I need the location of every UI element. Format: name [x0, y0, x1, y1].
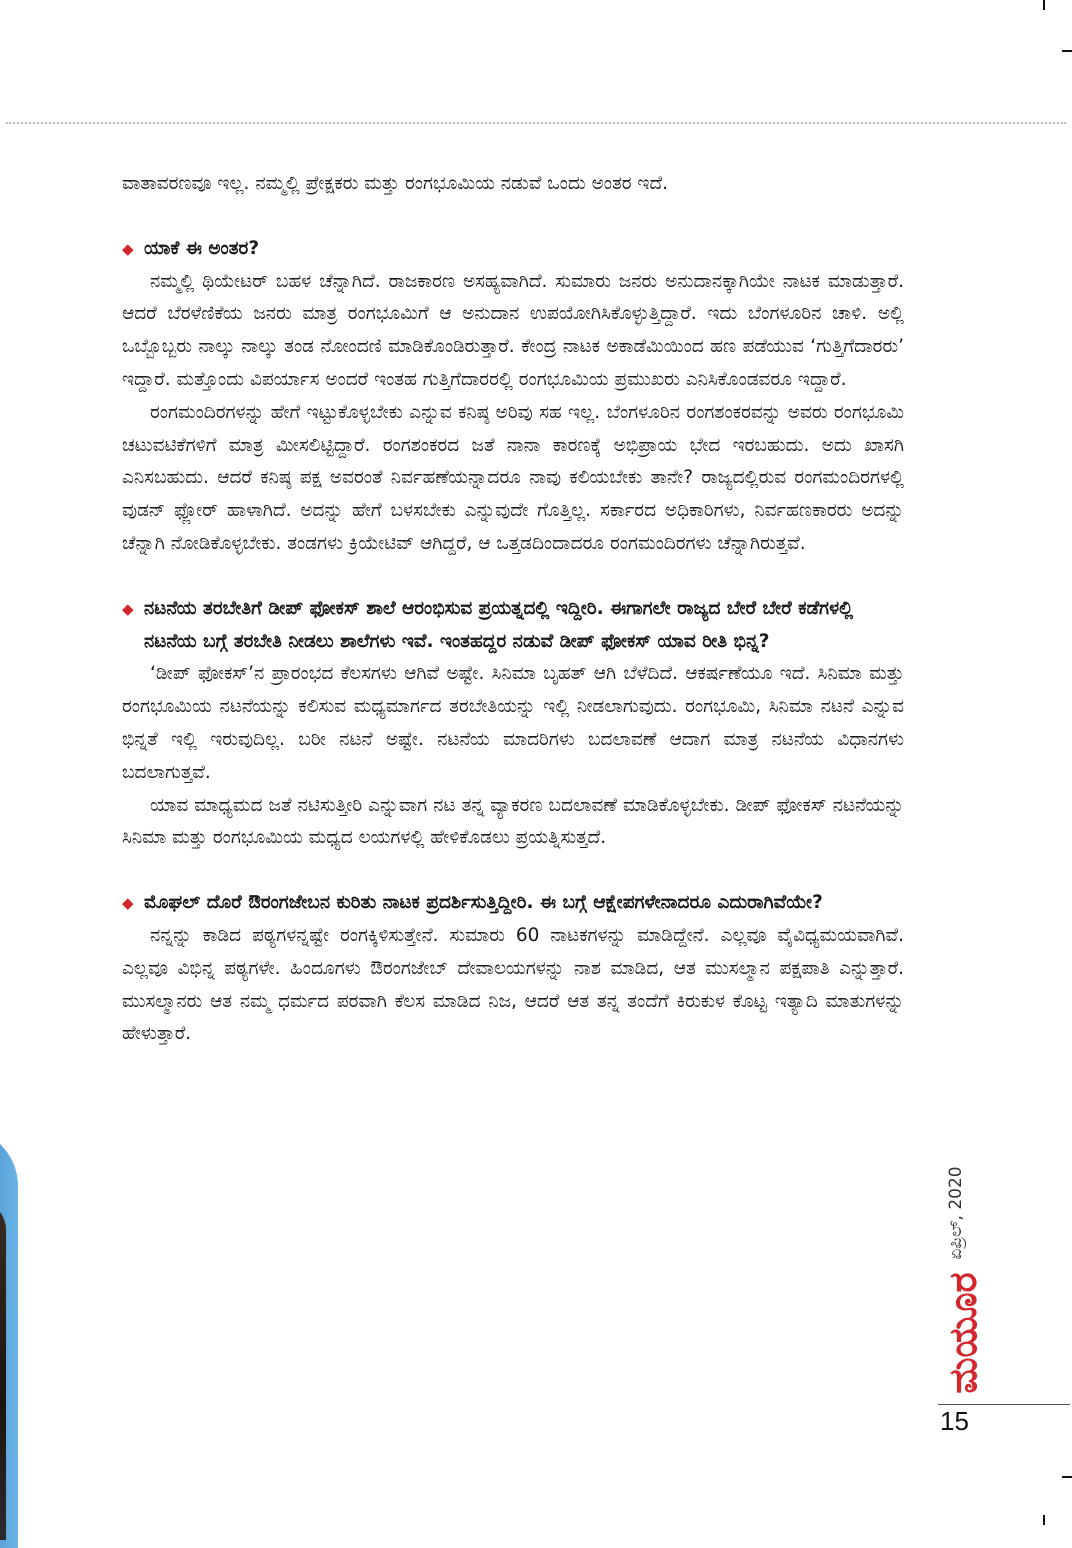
- page-number: 15: [940, 1406, 969, 1436]
- header-dotted-rule: [6, 122, 1066, 124]
- question-1: [122, 233, 904, 266]
- diamond-bullet-icon: ◆: [122, 894, 134, 913]
- question-3: [122, 887, 824, 920]
- section-gap: [122, 201, 904, 233]
- answer-1-paragraph-1: ನಮ್ಮಲ್ಲಿ ಥಿಯೇಟರ್ ಬಹಳ ಚೆನ್ನಾಗಿದೆ. ರಾಜಕಾರಣ ಅಸಹ್ಯವಾಗಿದೆ. ಸುಮಾರು ಜನರು ಅನುದಾನಕ್ಕಾಗಿಯೇ ನಾಟಕ ಮಾಡುತ್ತಾರೆ. ಆದರೆ ಬೆರಳೆಣಿಕೆಯ ಜನರು ಮಾತ್ರ ರಂಗಭೂಮಿಗೆ ಆ ಅನುದಾನ ಉಪಯೋಗಿಸಿಕೊಳ್ಳುತ್ತಿದ್ದಾರೆ. ಇದು ಬೆಂಗಳೂರಿನ ಚಾಳಿ. ಅಲ್ಲಿ ಒಬ್ಬೊಬ್ಬರು ನಾಲ್ಕು ನಾಲ್ಕು ತಂಡ ನೋಂದಣಿ ಮಾಡಿಕೊಂಡಿರುತ್ತಾರೆ. ಕೇಂದ್ರ ನಾಟಕ ಅಕಾಡೆಮಿಯಿಂದ ಹಣ ಪಡೆಯುವ ‘ಗುತ್ತಿಗೆದಾರರು’ ಇದ್ದಾರೆ. ಮತ್ತೊಂದು ವಿಪರ್ಯಾಸ ಅಂದರೆ ಇಂತಹ ಗುತ್ತಿಗೆದಾರರಲ್ಲಿ ರಂಗಭೂಮಿಯ ಪ್ರಮುಖರು ಎನಿಸಿಕೊಂಡವರೂ ಇದ್ದಾರೆ.: [122, 270, 904, 390]
- section-gap: [122, 855, 904, 887]
- answer-2-paragraph-1: ‘ಡೀಪ್ ಫೋಕಸ್’ನ ಪ್ರಾರಂಭದ ಕೆಲಸಗಳು ಆಗಿವೆ ಅಷ್ಟೇ. ಸಿನಿಮಾ ಬೃಹತ್ ಆಗಿ ಬೆಳೆದಿದೆ. ಆಕರ್ಷಣೆಯೂ ಇದೆ. ಸಿನಿಮಾ ಮತ್ತು ರಂಗಭೂಮಿಯ ನಟನೆಯನ್ನು ಕಲಿಸುವ ಮಧ್ಯಮಾರ್ಗದ ತರಬೇತಿಯನ್ನು ಇಲ್ಲಿ ನೀಡಲಾಗುವುದು. ರಂಗಭೂಮಿ, ಸಿನಿಮಾ ನಟನೆ ಎನ್ನುವ ಭಿನ್ನತೆ ಇಲ್ಲಿ ಇರುವುದಿಲ್ಲ. ಬರೀ ನಟನೆ ಅಷ್ಟೇ. ನಟನೆಯ ಮಾದರಿಗಳು ಬದಲಾವಣೆ ಆದಾಗ ಮಾತ್ರ ನಟನೆಯ ವಿಧಾನಗಳು ಬದಲಾಗುತ್ತವೆ.: [122, 663, 904, 783]
- answer-1-paragraph-2: ರಂಗಮಂದಿರಗಳನ್ನು ಹೇಗೆ ಇಟ್ಟುಕೊಳ್ಳಬೇಕು ಎನ್ನುವ ಕನಿಷ್ಠ ಅರಿವು ಸಹ ಇಲ್ಲ. ಬೆಂಗಳೂರಿನ ರಂಗಶಂಕರವನ್ನು ಅವರು ರಂಗಭೂಮಿ ಚಟುವಟಿಕೆಗಳಿಗೆ ಮಾತ್ರ ಮೀಸಲಿಟ್ಟಿದ್ದಾರೆ. ರಂಗಶಂಕರದ ಜತೆ ನಾನಾ ಕಾರಣಕ್ಕೆ ಅಭಿಪ್ರಾಯ ಭೇದ ಇರಬಹುದು. ಅದು ಖಾಸಗಿ ಎನಿಸಬಹುದು. ಆದರೆ ಕನಿಷ್ಠ ಪಕ್ಷ ಅವರಂತೆ ನಿರ್ವಹಣೆಯನ್ನಾದರೂ ನಾವು ಕಲಿಯಬೇಕು ತಾನೇ? ರಾಜ್ಯದಲ್ಲಿರುವ ರಂಗಮಂದಿರಗಳಲ್ಲಿ ವುಡನ್ ಫ್ಲೋರ್ ಹಾಳಾಗಿದೆ. ಅದನ್ನು ಹೇಗೆ ಬಳಸಬೇಕು ಎನ್ನುವುದೇ ಗೊತ್ತಿಲ್ಲ. ಸರ್ಕಾರದ ಅಧಿಕಾರಿಗಳು, ನಿರ್ವಹಣಕಾರರು ಅದನ್ನು ಚೆನ್ನಾಗಿ ನೋಡಿಕೊಳ್ಳಬೇಕು. ತಂಡಗಳು ಕ್ರಿಯೇಟಿವ್ ಆಗಿದ್ದರೆ, ಆ ಒತ್ತಡದಿಂದಾದರೂ ರಂಗಮಂದಿರಗಳು ಚೆನ್ನಾಗಿರುತ್ತವೆ.: [122, 401, 904, 554]
- diamond-bullet-icon: ◆: [122, 239, 134, 258]
- section-gap: [122, 561, 904, 593]
- intro-line: ವಾತಾವರಣವೂ ಇಲ್ಲ. ನಮ್ಮಲ್ಲಿ ಪ್ರೇಕ್ಷಕರು ಮತ್ತು ರಂಗಭೂಮಿಯ ನಡುವೆ ಒಂದು ಅಂತರ ಇದೆ.: [122, 173, 669, 194]
- crop-mark-right-bottom: [1062, 1476, 1072, 1478]
- crop-mark-right-top: [1062, 50, 1072, 52]
- footer-rule: [938, 1404, 1070, 1405]
- crop-mark-bottom-right: [1043, 1515, 1045, 1525]
- article-body: [122, 168, 904, 1051]
- answer-2-paragraph-2: ಯಾವ ಮಾಧ್ಯಮದ ಜತೆ ನಟಿಸುತ್ತೀರಿ ಎನ್ನುವಾಗ ನಟ ತನ್ನ ವ್ಯಾಕರಣ ಬದಲಾವಣೆ ಮಾಡಿಕೊಳ್ಳಬೇಕು. ಡೀಪ್ ಫೋಕಸ್ ನಟನೆಯನ್ನು ಸಿನಿಮಾ ಮತ್ತು ರಂಗಭೂಮಿಯ ಮಧ್ಯದ ಲಯಗಳಲ್ಲಿ ಹೇಳಿಕೊಡಲು ಪ್ರಯತ್ನಿಸುತ್ತದೆ.: [122, 794, 904, 849]
- question-3-text: ಮೊಘಲ್ ದೊರೆ ಔರಂಗಜೇಬನ ಕುರಿತು ನಾಟಕ ಪ್ರದರ್ಶಿಸುತ್ತಿದ್ದೀರಿ. ಈ ಬಗ್ಗೆ ಆಕ್ಷೇಪಗಳೇನಾದರೂ ಎದುರಾಗಿವೆಯೇ?: [144, 892, 823, 914]
- question-2-text: ನಟನೆಯ ತರಬೇತಿಗೆ ಡೀಪ್ ಫೋಕಸ್ ಶಾಲೆ ಆರಂಭಿಸುವ ಪ್ರಯತ್ನದಲ್ಲಿ ಇದ್ದೀರಿ. ಈಗಾಗಲೇ ರಾಜ್ಯದ ಬೇರೆ ಬೇರೆ ಕಡೆಗಳಲ್ಲಿ ನಟನೆಯ ಬಗ್ಗೆ ತರಬೇತಿ ನೀಡಲು ಶಾಲೆಗಳು ಇವೆ. ಇಂತಹದ್ದರ ನಡುವೆ ಡೀಪ್ ಫೋಕಸ್ ಯಾವ ರೀತಿ ಭಿನ್ನ?: [144, 597, 854, 652]
- magazine-logo: ಮಯೂರ: [941, 1272, 985, 1394]
- crop-mark-top-right: [1043, 0, 1045, 10]
- edge-photo-shadow: [0, 1200, 6, 1540]
- diamond-bullet-icon: ◆: [122, 599, 134, 618]
- question-2: [122, 593, 884, 659]
- answer-3-paragraph-1: ನನ್ನನ್ನು ಕಾಡಿದ ಪಠ್ಯಗಳನ್ನಷ್ಟೇ ರಂಗಕ್ಕಿಳಿಸುತ್ತೇನೆ. ಸುಮಾರು 60 ನಾಟಕಗಳನ್ನು ಮಾಡಿದ್ದೇನೆ. ಎಲ್ಲವೂ ವೈವಿಧ್ಯಮಯವಾಗಿವೆ. ಎಲ್ಲವೂ ವಿಭಿನ್ನ ಪಠ್ಯಗಳೇ. ಹಿಂದೂಗಳು ಔರಂಗಜೇಬ್ ದೇವಾಲಯಗಳನ್ನು ನಾಶ ಮಾಡಿದ, ಆತ ಮುಸಲ್ಮಾನ ಪಕ್ಷಪಾತಿ ಎನ್ನುತ್ತಾರೆ. ಮುಸಲ್ಮಾನರು ಆತ ನಮ್ಮ ಧರ್ಮದ ಪರವಾಗಿ ಕೆಲಸ ಮಾಡಿದ ನಿಜ, ಆದರೆ ಆತ ತನ್ನ ತಂದೆಗೆ ಕಿರುಕುಳ ಕೊಟ್ಟ ಇತ್ಯಾದಿ ಮಾತುಗಳನ್ನು ಹೇಳುತ್ತಾರೆ.: [122, 924, 904, 1045]
- issue-date: ಏಪ್ರಿಲ್, 2020: [946, 1166, 966, 1260]
- question-1-text: ಯಾಕೆ ಈ ಅಂತರ?: [144, 237, 260, 259]
